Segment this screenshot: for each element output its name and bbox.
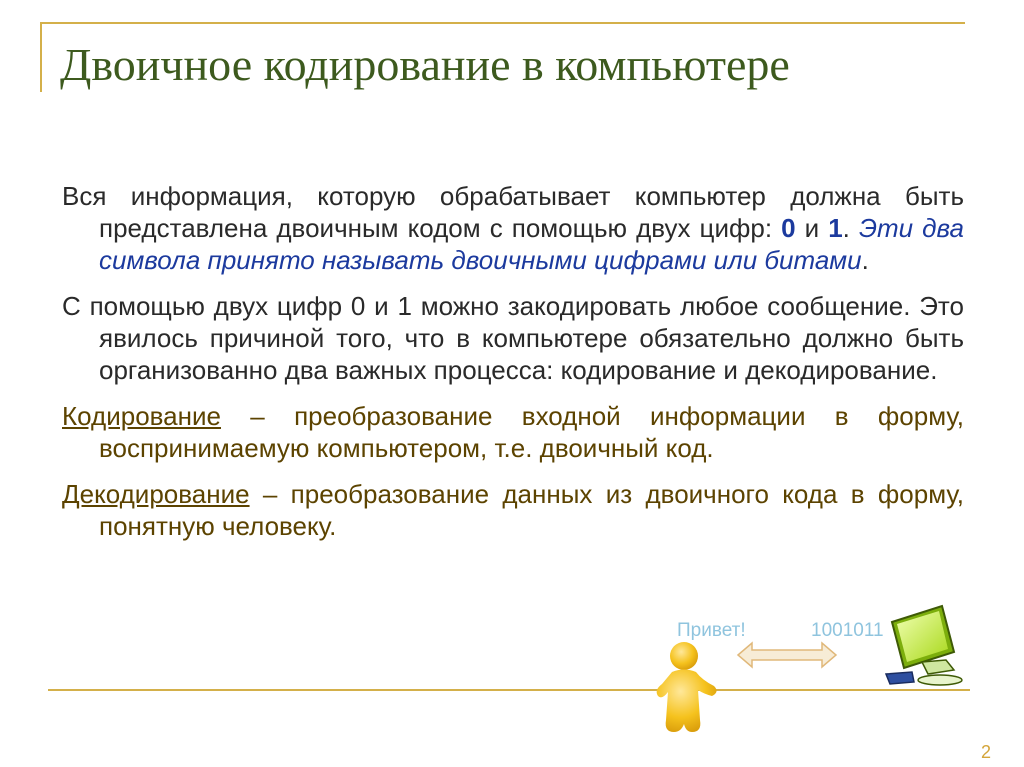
decoding-definition-text: – преобразование данных из двоичного кода в форму, понятную человеку. [99,479,964,541]
digit-one: 1 [828,213,843,243]
paragraph-binary-info-text: Вся информация, которую обрабатывает компьютер должна быть представлена двоичным кодом с помощью двух цифр: [62,181,964,243]
digit-zero: 0 [781,213,796,243]
encoding-definition-text: – преобразование входной информации в форму, воспринимаемую компьютером, т.е. двоичный код. [99,401,964,463]
paragraph-binary-info [62,180,964,276]
greeting-label: Привет! [677,620,746,641]
computer-icon [884,602,970,688]
top-rule [40,22,965,24]
person-icon [650,640,724,736]
paragraph-decoding-definition [62,478,964,542]
slide-title: Двоичное кодирование в компьютере [60,39,790,90]
bits-definition: Эти два символа принято называть двоичными цифрами или битами [99,213,964,275]
and-word: и [795,213,829,243]
binary-code-label: 1001011 [811,620,884,641]
left-rule [40,22,42,92]
sentence-period: . [842,213,859,243]
paragraph-encoding-definition [62,400,964,464]
paragraph-encoding-processes: С помощью двух цифр 0 и 1 можно закодировать любое сообщение. Это явилось причиной того, что в компьютере обязательно должно быть организованно два важных процесса: кодирование и декодирование. [62,291,964,385]
term-encoding: Кодирование [62,401,221,431]
bottom-rule [48,689,970,691]
double-arrow-icon [736,641,838,669]
page-number: 2 [981,742,992,762]
term-decoding: Декодирование [62,479,250,509]
slide-body [62,180,964,556]
sentence-end: . [861,245,869,275]
